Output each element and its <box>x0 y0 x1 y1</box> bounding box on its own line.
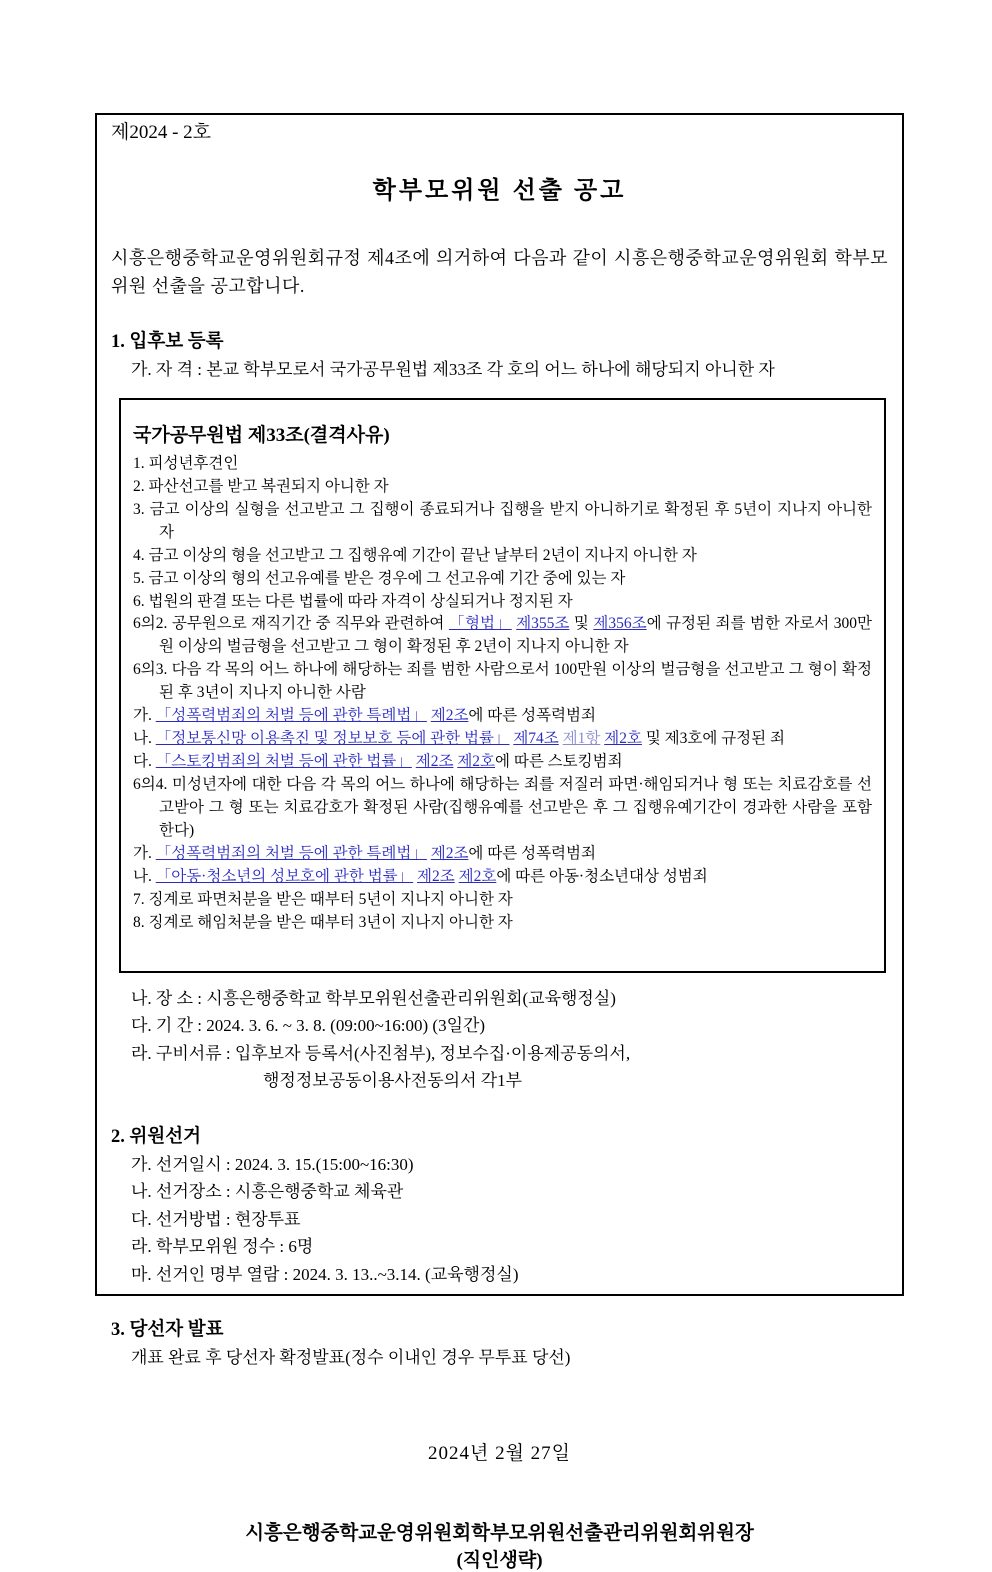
law-link[interactable]: 제355조 <box>516 615 570 633</box>
section2-heading: 2. 위원선거 <box>111 1126 201 1147</box>
law-text: 나. <box>133 867 156 885</box>
issuing-organization: 시흥은행중학교운영위원회학부모위원선출관리위원회위원장 <box>245 1522 754 1544</box>
law-text: 6의2. 공무원으로 재직기간 중 직무와 관련하여 <box>133 615 449 633</box>
law-link[interactable]: 「정보통신망 이용촉진 및 정보보호 등에 관한 법률」 <box>155 730 510 748</box>
law-link[interactable]: 「형법」 <box>448 615 512 633</box>
page-title: 학부모위원 선출 공고 <box>372 177 627 204</box>
law-link[interactable]: 「아동·청소년의 성보호에 관한 법률」 <box>155 867 414 885</box>
section3-body: 개표 완료 후 당선자 확정발표(정수 이내인 경우 무투표 당선) <box>131 1348 571 1368</box>
law-text: 가. <box>133 844 156 862</box>
law-item <box>133 476 872 499</box>
law-text: 1. 피성년후견인 <box>133 454 239 472</box>
law-text: 6의4. 미성년자에 대한 다음 각 목의 어느 하나에 해당하는 죄를 저질러 파면·해임되거나 형 또는 치료감호를 선고받아 그 형 또는 치료감호가 확정된 사람(집행유예를 선고받은 후 그 집행유예기간이 경과한 사람을 포함한다) <box>133 776 872 839</box>
law-text: 8. 징계로 해임처분을 받은 때부터 3년이 지나지 아니한 자 <box>133 913 513 931</box>
announcement-date: 2024년 2월 27일 <box>427 1442 572 1464</box>
law-box-heading: 국가공무원법 제33조(결격사유) <box>133 424 390 446</box>
law-text: 에 따른 아동·청소년대상 성범죄 <box>496 867 708 885</box>
law-link[interactable]: 「성폭력범죄의 처벌 등에 관한 특례법」 <box>155 844 427 862</box>
law-text: 에 따른 성폭력범죄 <box>468 707 596 725</box>
law-text: 3. 금고 이상의 실형을 선고받고 그 집행이 종료되거나 집행을 받지 아니하기로 확정된 후 5년이 지나지 아니한 자 <box>133 500 872 541</box>
section1-item-documents-continuation: 행정정보공동이용사전동의서 각1부 <box>263 1071 523 1091</box>
law-link[interactable]: 제2호 <box>604 730 642 748</box>
doc-number: 제2024 - 2호 <box>111 122 212 143</box>
law-item <box>133 889 872 912</box>
law-text: 다. <box>133 753 156 771</box>
law-text: 가. <box>133 707 156 725</box>
section2-item-quota: 라. 학부모위원 정수 : 6명 <box>131 1237 314 1257</box>
law-link[interactable]: 제356조 <box>593 615 647 633</box>
law-text: 에 규정된 죄를 범한 자로서 300만원 이상의 벌금형을 선고받고 그 형이 확정된 후 2년이 지나지 아니한 자 <box>159 615 872 656</box>
section1-item-period: 다. 기 간 : 2024. 3. 6. ~ 3. 8. (09:00~16:00) (3일간) <box>131 1016 486 1036</box>
law-item <box>133 659 872 705</box>
law-link[interactable]: 제2조 <box>415 753 454 771</box>
section2-item-roster: 마. 선거인 명부 열람 : 2024. 3. 13..~3.14. (교육행정실) <box>131 1264 519 1284</box>
law-text: 및 제3호에 규정된 죄 <box>641 730 785 748</box>
law-item <box>133 774 872 843</box>
law-link[interactable]: 제2조 <box>430 707 469 725</box>
section2-item-datetime: 가. 선거일시 : 2024. 3. 15.(15:00~16:30) <box>131 1154 414 1174</box>
law-text: 7. 징계로 파면처분을 받은 때부터 5년이 지나지 아니한 자 <box>133 890 513 908</box>
law-text: 5. 금고 이상의 형의 선고유예를 받은 경우에 그 선고유예 기간 중에 있는 자 <box>133 569 626 587</box>
law-item <box>133 613 872 659</box>
law-item <box>133 568 872 591</box>
law-text: 에 따른 스토킹범죄 <box>495 753 623 771</box>
law-item <box>133 843 872 866</box>
law-link[interactable]: 제2조 <box>417 867 455 885</box>
page-border <box>95 113 904 1571</box>
law-item <box>133 705 872 728</box>
law-link[interactable]: 제2조 <box>430 844 469 862</box>
seal-omitted-note: (직인생략) <box>456 1549 543 1571</box>
law-link[interactable]: 「성폭력범죄의 처벌 등에 관한 특례법」 <box>155 707 427 725</box>
section3-heading: 3. 당선자 발표 <box>111 1320 224 1341</box>
law-link[interactable]: 제2호 <box>457 753 496 771</box>
law-excerpt-box <box>119 398 886 973</box>
law-item <box>133 728 872 751</box>
law-link[interactable]: 「스토킹범죄의 처벌 등에 관한 법률」 <box>155 753 412 771</box>
law-text: 6. 법원의 판결 또는 다른 법률에 따라 자격이 상실되거나 정지된 자 <box>133 592 573 610</box>
law-item <box>133 866 872 889</box>
law-text: 2. 파산선고를 받고 복권되지 아니한 자 <box>133 477 389 495</box>
section1-item-documents: 라. 구비서류 : 입후보자 등록서(사진첨부), 정보수집·이용제공동의서, <box>131 1043 631 1063</box>
section1-item-qualification: 가. 자 격 : 본교 학부모로서 국가공무원법 제33조 각 호의 어느 하나에 해당되지 아니한 자 <box>131 360 775 380</box>
section2-item-venue: 나. 선거장소 : 시흥은행중학교 체육관 <box>131 1182 404 1202</box>
law-item <box>133 751 872 774</box>
intro-paragraph: 시흥은행중학교운영위원회규정 제4조에 의거하여 다음과 같이 시흥은행중학교운영위원회 학부모위원 선출을 공고합니다. <box>111 247 888 296</box>
law-item <box>133 912 872 935</box>
section1-heading: 1. 입후보 등록 <box>111 332 224 353</box>
law-item <box>133 499 872 545</box>
law-item <box>133 453 872 476</box>
law-text: 4. 금고 이상의 형을 선고받고 그 집행유예 기간이 끝난 날부터 2년이 지나지 아니한 자 <box>133 546 697 564</box>
section2-item-method: 다. 선거방법 : 현장투표 <box>131 1209 301 1229</box>
law-text: 및 <box>569 615 594 633</box>
law-link[interactable]: 제1항 <box>562 730 601 748</box>
law-text: 에 따른 성폭력범죄 <box>468 844 596 862</box>
law-item-list <box>133 453 872 935</box>
law-item <box>133 545 872 568</box>
law-text: 나. <box>133 730 156 748</box>
law-text: 6의3. 다음 각 목의 어느 하나에 해당하는 죄를 범한 사람으로서 100만원 이상의 벌금형을 선고받고 그 형이 확정된 후 3년이 지나지 아니한 사람 <box>133 661 872 702</box>
law-link[interactable]: 제74조 <box>513 730 559 748</box>
section1-item-place: 나. 장 소 : 시흥은행중학교 학부모위원선출관리위원회(교육행정실) <box>131 988 616 1008</box>
law-link[interactable]: 제2호 <box>458 867 497 885</box>
law-item <box>133 591 872 614</box>
